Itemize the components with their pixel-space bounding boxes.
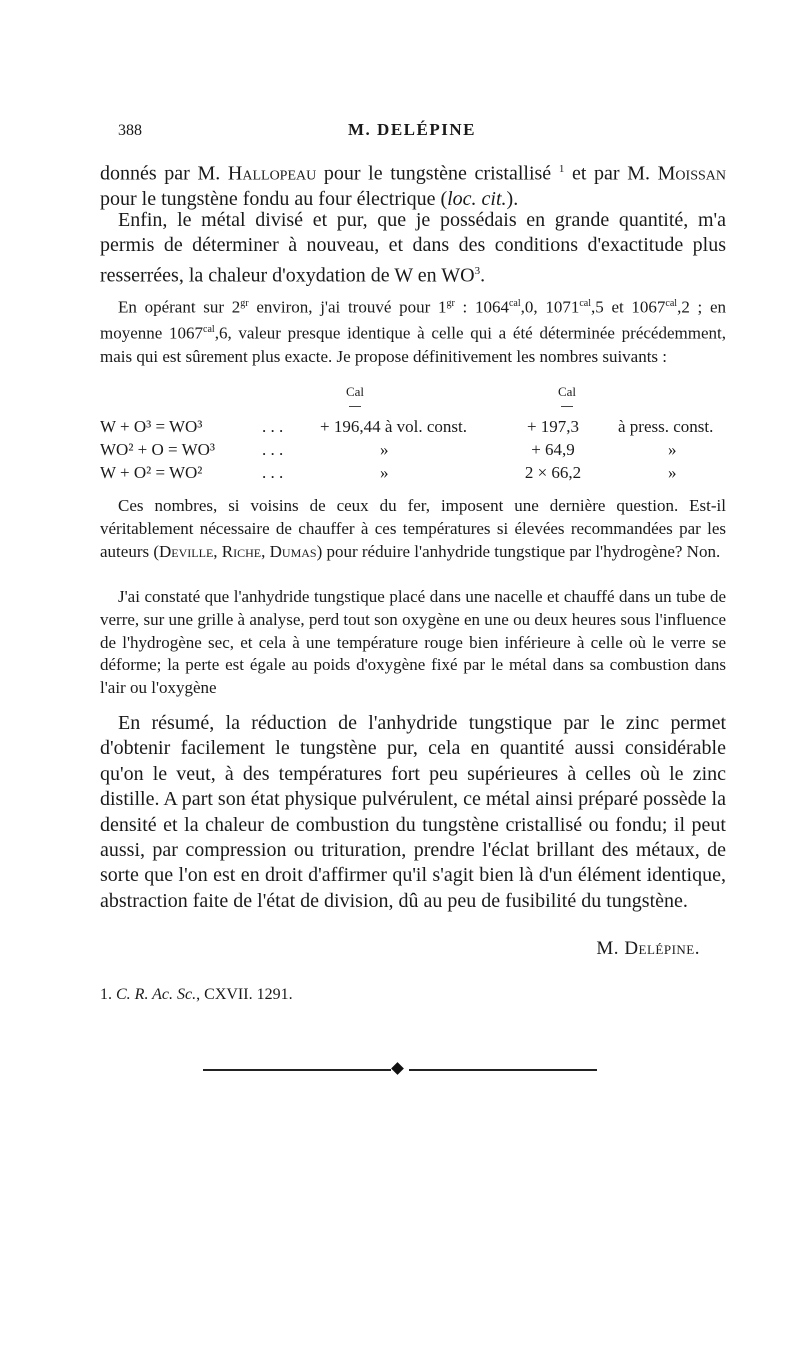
equation: WO² + O = WO³ — [100, 440, 215, 459]
end-ornament — [203, 1064, 597, 1076]
value-volume: » — [380, 463, 389, 482]
author-name: Hallopeau — [227, 162, 317, 185]
unit-label: Cal — [537, 384, 597, 407]
running-head: M. DELÉPINE — [348, 120, 476, 139]
equation-row: WO² + O = WO³ . . . » + 64,9 » — [100, 440, 677, 459]
footnote-marker: 1 — [558, 163, 565, 175]
equation-row: W + O² = WO² . . . » 2 × 66,2 » — [100, 463, 677, 482]
page-header — [118, 120, 706, 146]
unit-label: Cal — [325, 384, 385, 407]
equation-row: W + O³ = WO³ . . . + 196,44 à vol. const. + 197,3 à press. const. — [100, 417, 714, 436]
value-pressure: + 64,9 — [531, 440, 575, 459]
value-volume: + 196,44 à vol. const. — [320, 417, 467, 436]
author-name: Dumas — [269, 541, 317, 561]
paragraph-measurements: En opérant sur $2^{gr}$ environ, j'ai trouvé pour $1^{gr}$ : $1064^{cal},0$, $1071^{cal},5$ et $1067^{cal},2$ ; en moyenne $1067^{cal},6$, valeur presque identique à celle qui a été déterminée précédemment, mais qui est sûrement plus exacte. Je propose définitivement les nombres suivants : — [100, 297, 727, 366]
value-volume: » — [380, 440, 389, 459]
paragraph-hydrogen-reduction: J'ai constaté que l'anhydride tungstique placé dans une nacelle et chauffé dans un tube de verre, sur une grille à analyse, perd tout son oxygène en une ou deux heures sous l'influence de l'hydrogène sec, et cela à une température rouge bien inférieure à celle où le verre se déforme; la perte est égale au poids d'oxygène fixé par le métal dans sa combustion dans l'air ou l'oxygène — [100, 587, 726, 698]
author-name: Deville — [159, 541, 214, 561]
equation: W + O² = WO² — [100, 463, 203, 482]
paragraph-summary: En résumé, la réduction de l'anhydride tungstique par le zinc permet d'obtenir facilement le tungstène pur, cela en quantité aussi considérable qu'on le veut, à des températures fort peu supérieures à celles où le zinc distille. A part son état physique pulvérulent, ce métal ainsi préparé possède la densité et la chaleur de combustion du tungstène cristallisé ou fondu; il peut aussi, par compression ou trituration, prendre l'éclat brillant des métaux, de sorte que l'on est en droit d'affirmer qu'il s'agit bien là d'un élément identique, abstraction faite de l'état de division, dû au peu de fusibilité du tungstène. — [100, 712, 726, 912]
page-number: 388 — [118, 122, 142, 139]
equation: W + O³ = WO³ — [100, 417, 203, 436]
paragraph-question: Ces nombres, si voisins de ceux du fer, imposent une dernière question. Est-il véritablement nécessaire de chauffer à ces températures si élevées recommandées par les auteurs (Deville, Riche, Dumas) pour réduire l'anhydride tungstique par l'hydrogène? Non. — [100, 496, 726, 561]
paragraph-hallopeau-moissan: donnés par M. Hallopeau pour le tungstène cristallisé $^1$ et par M. Moissan pour le tungstène fondu au four électrique (loc. cit.). — [100, 162, 726, 211]
paragraph-oxidation-heat: Enfin, le métal divisé et pur, que je possédais en grande quantité, m'a permis de déterminer à nouveau, et dans des conditions d'exactitude plus resserrées, la chaleur d'oxydation de W en $WO^3$. — [100, 209, 726, 287]
author-signature: M. Delépine. — [596, 938, 700, 959]
value-pressure: 2 × 66,2 — [524, 463, 582, 482]
value-pressure: + 197,3 — [526, 417, 580, 436]
author-name: Riche — [221, 541, 262, 561]
author-name: Moissan — [657, 162, 726, 185]
diamond-icon — [391, 1062, 404, 1075]
footnote: 1. C. R. Ac. Sc., CXVII. 1291. — [100, 986, 293, 1003]
